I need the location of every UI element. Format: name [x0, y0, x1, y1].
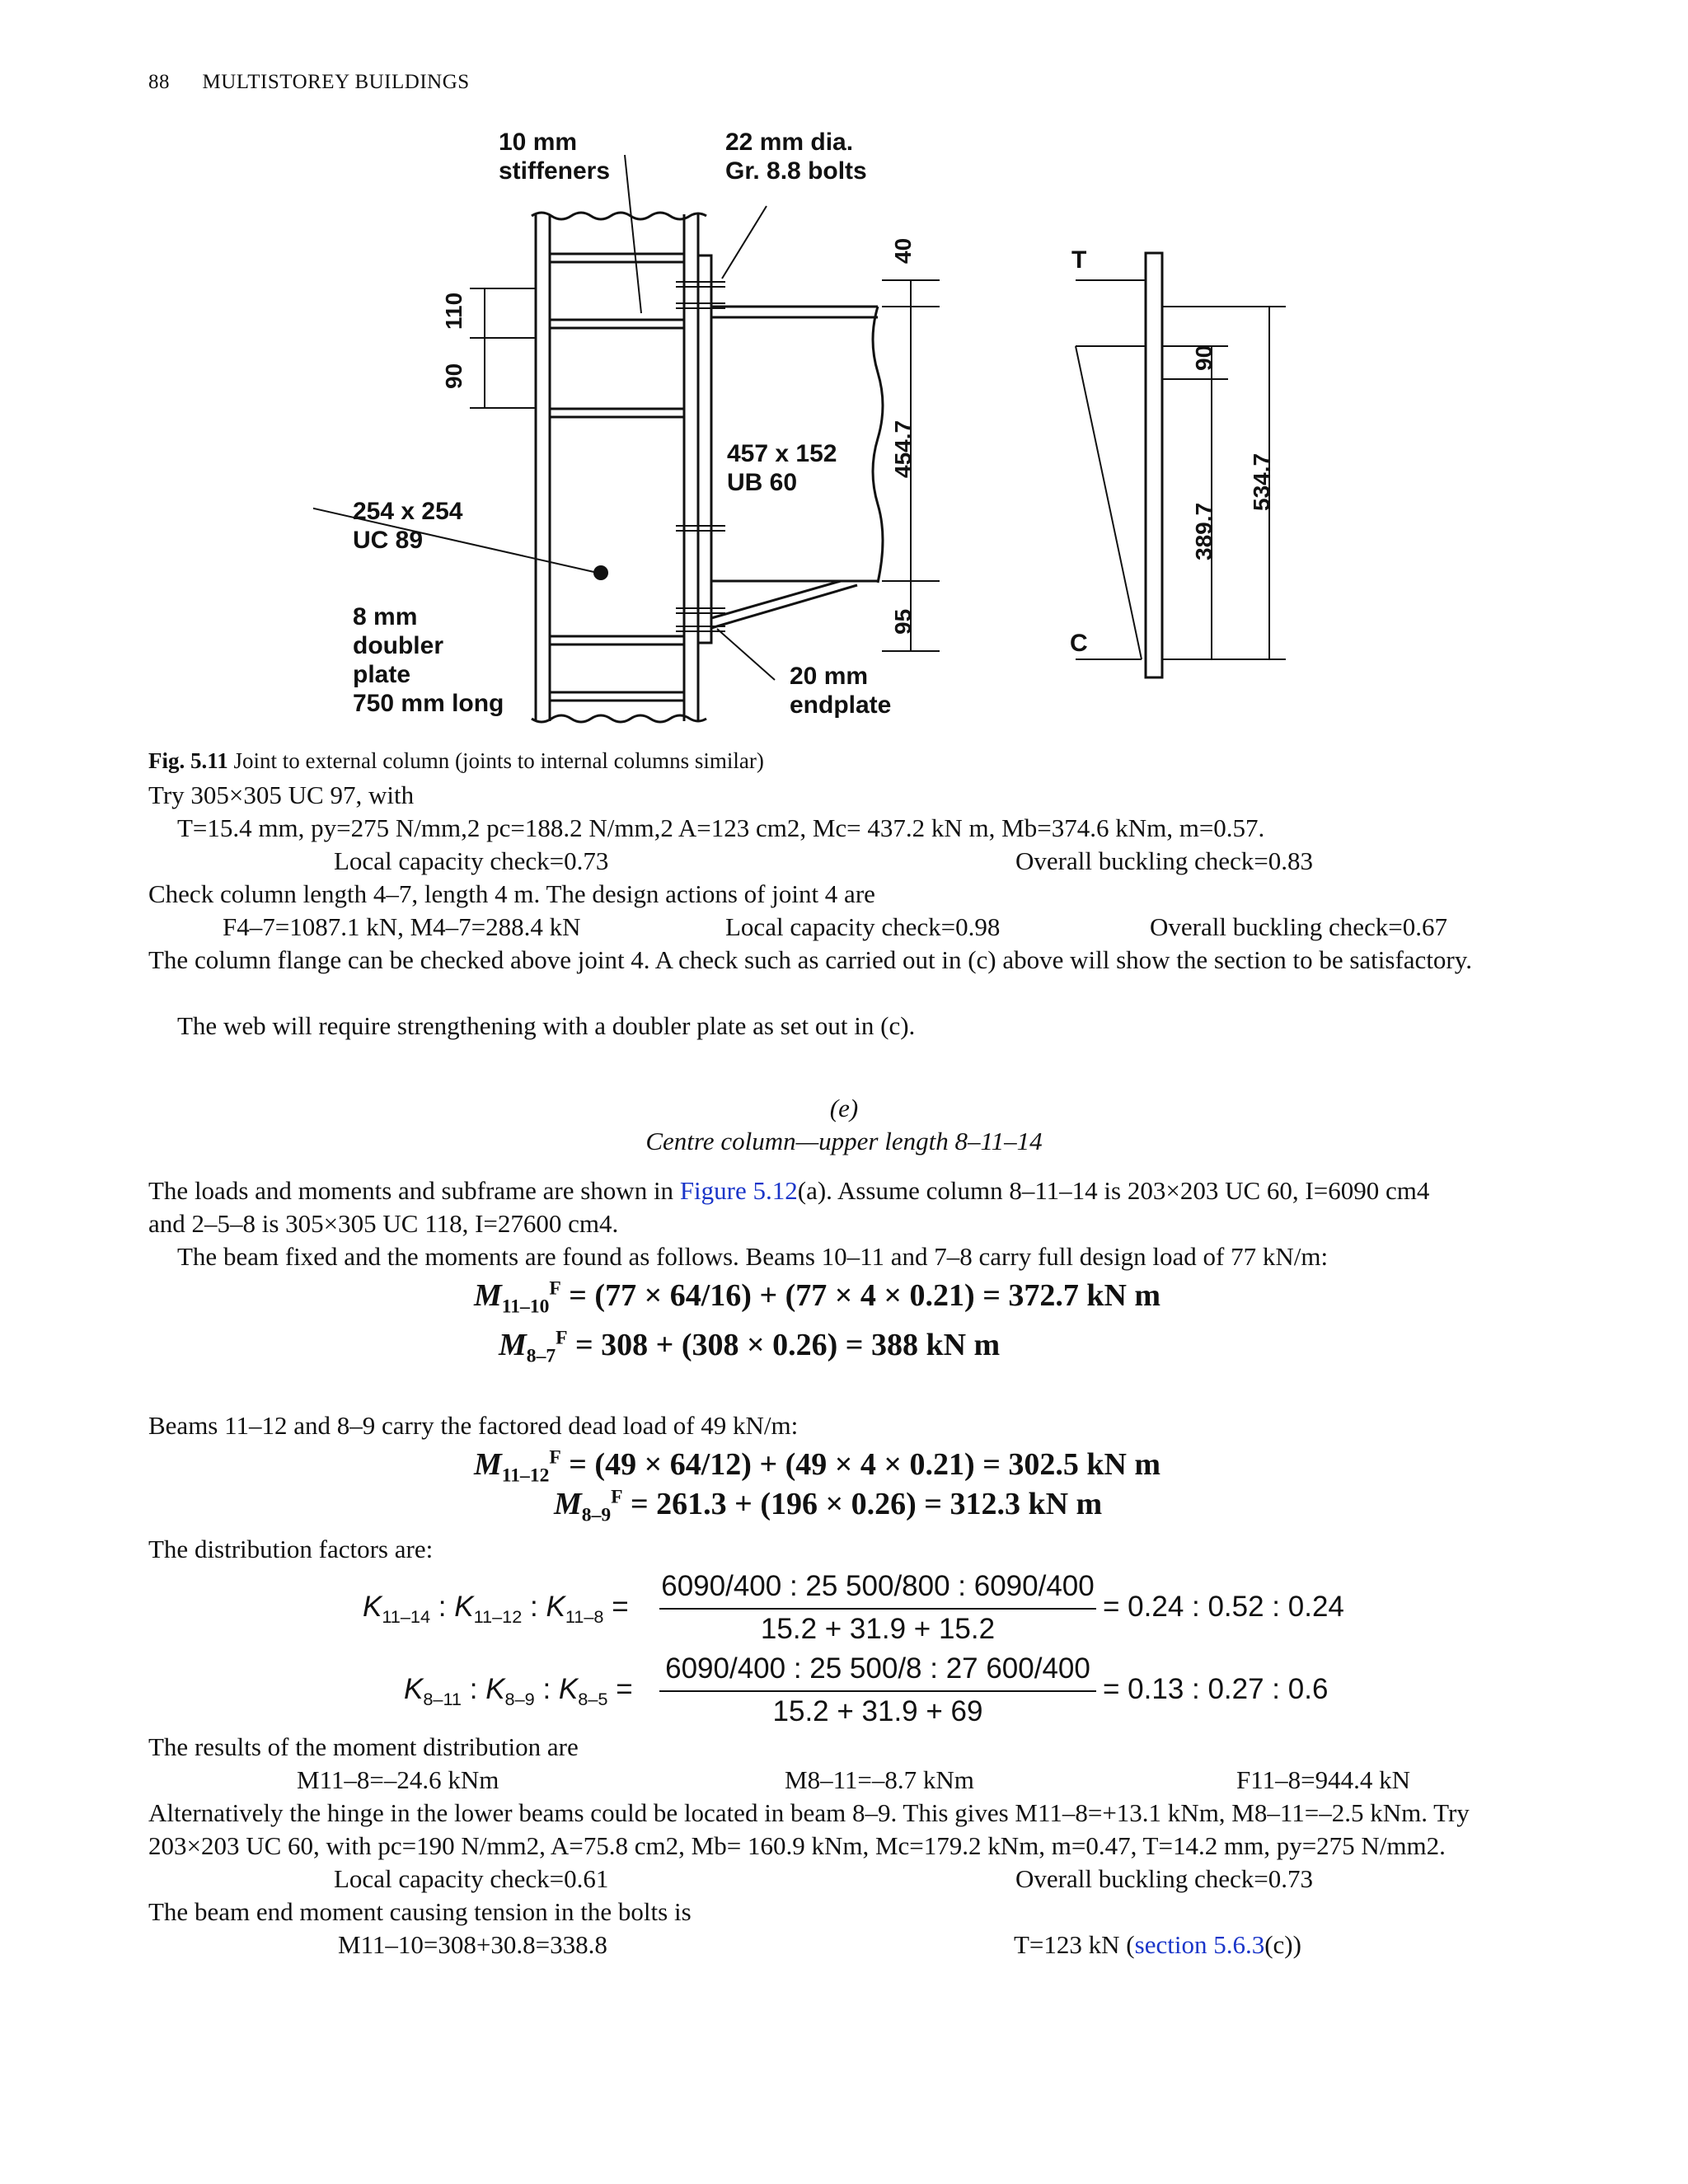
local-check-3: Local capacity check=0.61 — [334, 1864, 609, 1893]
check-column-length: Check column length 4–7, length 4 m. The design actions of joint 4 are — [148, 879, 875, 908]
alternative-line-1: Alternatively the hinge in the lower beams could be located in beam 8–9. This gives M11–8=+13.1 kNm, M8–11=–2.5 kNm. Try — [148, 1798, 1470, 1827]
stiffeners-label-1: 10 mm — [499, 129, 578, 156]
figure-caption — [148, 748, 764, 774]
equation-1: $M_{11-10}^F = (77 \times 64/16) + (77 \times 4 \times 0.21) = 372.7$ kN m — [474, 1277, 1161, 1318]
properties-line-1: T=15.4 mm, py=275 N/mm,2 pc=188.2 N/mm,2 A=123 cm2, Mc= 437.2 kN m, Mb=374.6 kNm, m=0.57. — [177, 813, 1265, 842]
dim-454-7: 454.7 — [890, 419, 916, 478]
figure-caption-text: Joint to external column (joints to internal columns similar) — [233, 748, 764, 773]
doubler-label-1: 8 mm — [353, 603, 418, 630]
equation-4: $M_{8-9}^F = 261.3 + (196 \times 0.26) = 312.3$ kN m — [554, 1486, 1103, 1526]
distribution-factors-intro: The distribution factors are: — [148, 1535, 434, 1563]
overall-check-2: Overall buckling check=0.67 — [1150, 912, 1447, 941]
beam-end-moment: The beam end moment causing tension in the bolts is — [148, 1897, 692, 1926]
doubler-label-3: plate — [353, 661, 411, 688]
page-number: 88 — [148, 71, 170, 93]
local-check-1: Local capacity check=0.73 — [334, 846, 609, 875]
figure-5-12-link[interactable]: Figure 5.12 — [679, 1176, 798, 1205]
result-f11-8: F11–8=944.4 kN — [1236, 1765, 1410, 1794]
moment-m11-10: M11–10=308+30.8=338.8 — [338, 1930, 607, 1959]
design-actions-joint-4: F4–7=1087.1 kN, M4–7=288.4 kN — [223, 912, 581, 941]
bolts-label-1: 22 mm dia. — [725, 129, 854, 156]
dim-534-7: 534.7 — [1249, 452, 1274, 511]
loads-text-b: (a). Assume column 8–11–14 is 203×203 UC 60, I=6090 cm4 — [797, 1176, 1430, 1205]
overall-check-1: Overall buckling check=0.83 — [1015, 846, 1313, 875]
flange-paragraph: The column flange can be checked above joint 4. A check such as carried out in (c) above will show the section to be satisfactory. — [148, 945, 1472, 974]
endplate — [698, 255, 711, 643]
loads-paragraph — [148, 1174, 1429, 1207]
df1-result: = 0.24 : 0.52 : 0.24 — [1103, 1591, 1344, 1623]
result-m11-8: M11–8=–24.6 kNm — [297, 1765, 499, 1794]
equation-3: $M_{11-12}^F = (49 \times 64/12) + (49 \times 4 \times 0.21) = 302.5$ kN m — [474, 1446, 1161, 1487]
beam-break — [873, 307, 883, 583]
section-title: Centre column—upper length 8–11–14 — [645, 1127, 1043, 1155]
bolts-label-2: Gr. 8.8 bolts — [725, 157, 867, 185]
df2-denominator: 15.2 + 31.9 + 69 — [772, 1695, 983, 1727]
results-intro: The results of the moment distribution are — [148, 1732, 579, 1761]
bolt-tension — [1014, 1929, 1301, 1961]
bolt-tension-b: (c)) — [1264, 1930, 1301, 1959]
df2-result: = 0.13 : 0.27 : 0.6 — [1103, 1673, 1329, 1705]
endplate-label-2: endplate — [790, 691, 892, 719]
df2-lhs: $K_{8-11}$ : $K_{8-9}$ : $K_{8-5}$ = — [404, 1673, 633, 1709]
overall-check-3: Overall buckling check=0.73 — [1015, 1864, 1313, 1893]
df2-fraction-bar — [659, 1690, 1096, 1692]
equation-2: $M_{8-7}^F = 308 + (308 \times 0.26) = 388$ kN m — [499, 1327, 1001, 1367]
column-label-1: 254 x 254 — [353, 498, 463, 525]
section-5-6-3-link[interactable]: section 5.6.3 — [1134, 1930, 1265, 1959]
tension-label: T — [1071, 246, 1087, 274]
local-check-2: Local capacity check=0.98 — [725, 912, 1001, 941]
running-header — [148, 71, 470, 94]
beam-label-1: 457 x 152 — [727, 440, 837, 467]
doubler-label-4: 750 mm long — [353, 690, 504, 717]
running-title: MULTISTOREY BUILDINGS — [202, 71, 470, 93]
dim-389-7: 389.7 — [1191, 502, 1217, 560]
df1-denominator: 15.2 + 31.9 + 15.2 — [760, 1613, 996, 1645]
dim-r-90: 90 — [1191, 344, 1217, 371]
column-break-bottom — [532, 715, 706, 722]
compression-label: C — [1070, 630, 1088, 657]
try-line-1: Try 305×305 UC 97, with — [148, 780, 415, 809]
beam-label-2: UB 60 — [727, 469, 798, 496]
df1-lhs: $K_{11-14}$ : $K_{11-12}$ : $K_{11-8}$ = — [363, 1591, 629, 1627]
dim-40: 40 — [890, 237, 916, 264]
equation-1-text: = (77 × 64/16) + (77 × 4 × 0.21) = 372.7 kN m — [569, 1278, 1161, 1313]
equation-3-text: = (49 × 64/12) + (49 × 4 × 0.21) = 302.5 kN m — [569, 1447, 1161, 1482]
dim-110: 110 — [441, 292, 467, 330]
stress-diagram-plate — [1146, 253, 1162, 677]
joint-figure — [313, 124, 1376, 733]
column-label-2: UC 89 — [353, 527, 424, 554]
bolt-tension-a: T=123 kN ( — [1014, 1930, 1135, 1959]
figure-label: Fig. 5.11 — [148, 748, 228, 773]
web-paragraph: The web will require strengthening with a doubler plate as set out in (c). — [177, 1011, 916, 1040]
alternative-line-2: 203×203 UC 60, with pc=190 N/mm2, A=75.8 cm2, Mb= 160.9 kNm, Mc=179.2 kNm, m=0.47, T=14.2 mm, py=275 N/mm2. — [148, 1831, 1446, 1860]
endplate-label-1: 20 mm — [790, 663, 869, 690]
dim-90: 90 — [441, 363, 467, 389]
stiffeners-label-2: stiffeners — [499, 157, 611, 185]
dim-95: 95 — [890, 608, 916, 635]
result-m8-11: M8–11=–8.7 kNm — [785, 1765, 974, 1794]
column-break-top — [532, 213, 706, 219]
equation-4-text: = 261.3 + (196 × 0.26) = 312.3 kN m — [631, 1487, 1103, 1521]
beams-dead-load: Beams 11–12 and 8–9 carry the factored dead load of 49 kN/m: — [148, 1411, 799, 1440]
loads-line-2: and 2–5–8 is 305×305 UC 118, I=27600 cm4. — [148, 1209, 619, 1238]
df1-numerator: 6090/400 : 25 500/800 : 6090/400 — [661, 1570, 1095, 1602]
beam-fixed-paragraph: The beam fixed and the moments are found as follows. Beams 10–11 and 7–8 carry full design load of 77 kN/m: — [177, 1242, 1329, 1271]
equation-2-text: = 308 + (308 × 0.26) = 388 kN m — [575, 1328, 1001, 1362]
doubler-plate-dot — [593, 565, 608, 580]
doubler-label-2: doubler — [353, 632, 443, 659]
df2-numerator: 6090/400 : 25 500/8 : 27 600/400 — [665, 1652, 1090, 1685]
loads-text-a: The loads and moments and subframe are shown in — [148, 1176, 680, 1205]
section-letter: (e) — [829, 1094, 859, 1122]
df1-fraction-bar — [659, 1608, 1096, 1610]
